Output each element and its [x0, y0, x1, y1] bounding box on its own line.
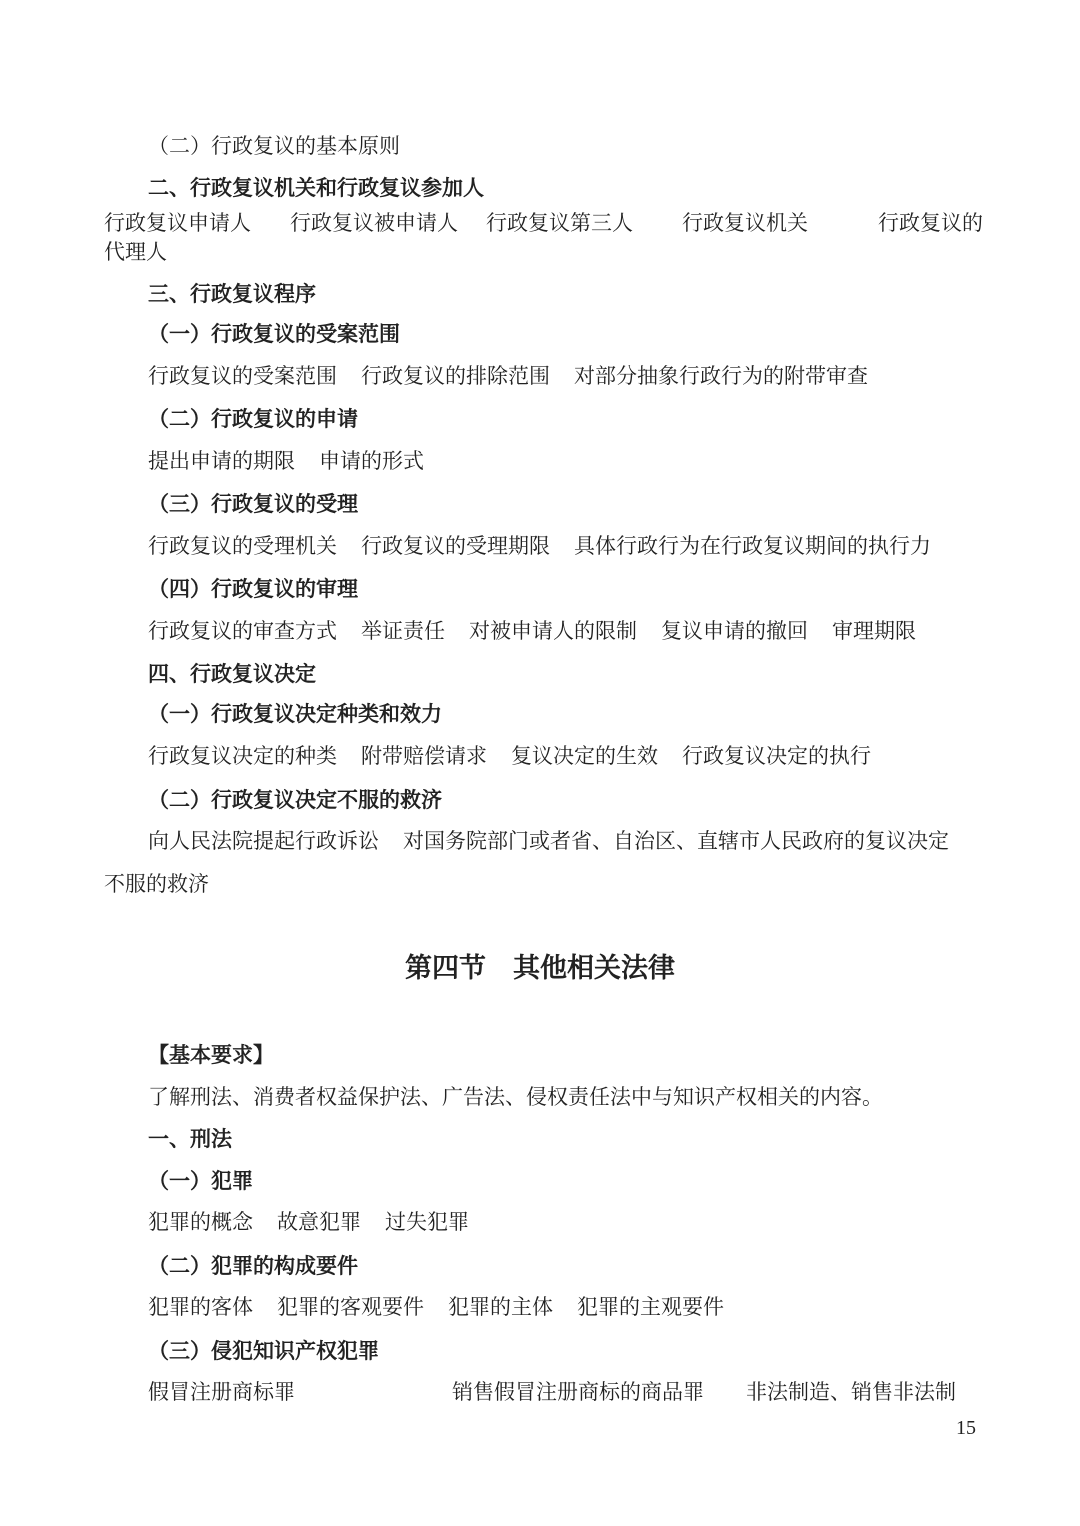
list-item: 行政复议机关 [682, 211, 808, 235]
topic-line [148, 536, 931, 557]
list-item: 行政复议的受案范围 [148, 364, 337, 388]
list-item: 对被申请人的限制 [469, 619, 637, 643]
list-item: 行政复议申请人 [104, 211, 251, 235]
list-item: 附带赔偿请求 [361, 744, 487, 768]
list-item: 行政复议的受理期限 [361, 534, 550, 558]
list-item: 犯罪的主体 [448, 1295, 553, 1319]
topic-line [148, 746, 871, 767]
basic-requirements-text: 了解刑法、消费者权益保护法、广告法、侵权责任法中与知识产权相关的内容。 [148, 1085, 883, 1109]
list-item: 申请的形式 [319, 449, 424, 473]
subheading-hearing: （四）行政复议的审理 [148, 576, 358, 601]
subheading-scope: （一）行政复议的受案范围 [148, 321, 400, 346]
list-item: 向人民法院提起行政诉讼 [148, 829, 379, 853]
subheading-remedy: （二）行政复议决定不服的救济 [148, 787, 442, 812]
list-item: 行政复议的 [878, 211, 983, 235]
list-item: 行政复议的审查方式 [148, 619, 337, 643]
list-item: 行政复议第三人 [486, 211, 633, 235]
topic-line [148, 621, 916, 642]
list-item: 过失犯罪 [385, 1210, 469, 1234]
topic-line [148, 1297, 724, 1318]
subheading-crime: （一）犯罪 [148, 1168, 253, 1193]
heading-criminal-law: 一、刑法 [148, 1127, 232, 1151]
list-item: 行政复议决定的执行 [682, 744, 871, 768]
subheading-decision-types: （一）行政复议决定种类和效力 [148, 701, 442, 726]
subheading-application: （二）行政复议的申请 [148, 406, 358, 431]
topic-line [148, 366, 868, 387]
list-item: 复议申请的撤回 [661, 619, 808, 643]
list-item: 行政复议决定的种类 [148, 744, 337, 768]
list-item: 非法制造、销售非法制 [746, 1380, 956, 1404]
heading-review-decision: 四、行政复议决定 [148, 662, 316, 686]
list-item: 对部分抽象行政行为的附带审查 [574, 364, 868, 388]
topic-line [148, 1212, 469, 1233]
list-item: 提出申请的期限 [148, 449, 295, 473]
subheading-acceptance: （三）行政复议的受理 [148, 491, 358, 516]
basic-requirements-heading: 【基本要求】 [148, 1042, 274, 1067]
list-item: 故意犯罪 [277, 1210, 361, 1234]
list-item: 代理人 [104, 240, 167, 264]
subheading-ip-crimes: （三）侵犯知识产权犯罪 [148, 1338, 379, 1363]
section-title: 第四节 其他相关法律 [405, 953, 675, 984]
list-item: 具体行政行为在行政复议期间的执行力 [574, 534, 931, 558]
list-item: 犯罪的客观要件 [277, 1295, 424, 1319]
list-item: 犯罪的主观要件 [577, 1295, 724, 1319]
list-item: 行政复议的受理机关 [148, 534, 337, 558]
list-item: 审理期限 [832, 619, 916, 643]
list-item: 行政复议被申请人 [290, 211, 458, 235]
topic-line [148, 831, 949, 852]
list-item: 复议决定的生效 [511, 744, 658, 768]
list-item: 行政复议的排除范围 [361, 364, 550, 388]
list-item: 对国务院部门或者省、自治区、直辖市人民政府的复议决定 [403, 829, 949, 853]
page-number: 15 [956, 1417, 976, 1439]
list-item: 销售假冒注册商标的商品罪 [452, 1380, 704, 1404]
list-item: 假冒注册商标罪 [148, 1380, 295, 1404]
subheading-crime-elements: （二）犯罪的构成要件 [148, 1253, 358, 1278]
heading-review-organs-participants: 二、行政复议机关和行政复议参加人 [148, 176, 484, 200]
list-item: 不服的救济 [104, 872, 209, 896]
topic-line [148, 451, 424, 472]
list-item: 犯罪的客体 [148, 1295, 253, 1319]
heading-review-procedure: 三、行政复议程序 [148, 282, 316, 306]
subheading-basic-principles: （二）行政复议的基本原则 [148, 134, 400, 158]
list-item: 犯罪的概念 [148, 1210, 253, 1234]
list-item: 举证责任 [361, 619, 445, 643]
